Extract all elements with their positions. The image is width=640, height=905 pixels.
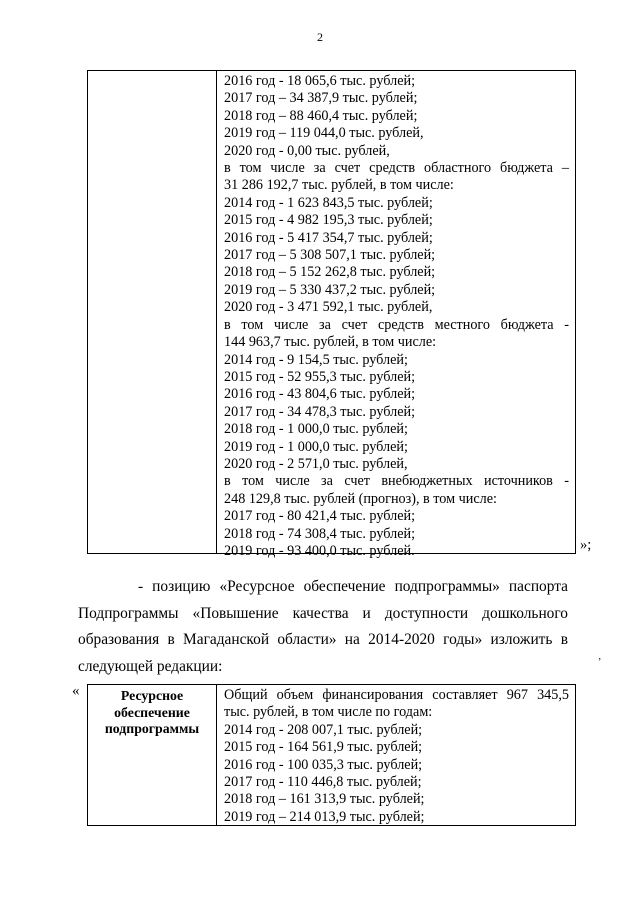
funding-table-continuation: [87, 70, 576, 559]
table-line: 248 129,8 тыс. рублей (прогноз), в том числе:: [224, 490, 497, 507]
margin-mark: ’: [598, 657, 602, 668]
table-line: 2014 год - 9 154,5 тыс. рублей;: [224, 351, 408, 368]
table-line: 2018 год – 88 460,4 тыс. рублей;: [224, 107, 418, 124]
table-line: в том числе за счет средств местного бюджета -: [224, 316, 569, 333]
table-line: 2019 год - 1 000,0 тыс. рублей;: [224, 438, 408, 455]
closing-quote: »;: [580, 537, 592, 553]
table-line: 2015 год - 164 561,9 тыс. рублей;: [224, 739, 423, 756]
table-line: 2019 год – 5 330 437,2 тыс. рублей;: [224, 281, 436, 298]
table-value-cell: [218, 71, 575, 560]
table-line: 2019 год – 119 044,0 тыс. рублей,: [224, 125, 424, 142]
resource-provision-table: [87, 684, 576, 826]
paragraph-line: следующей редакции:: [78, 657, 223, 675]
resource-provision-label: [88, 685, 217, 825]
table-line: 2015 год - 4 982 195,3 тыс. рублей;: [224, 212, 433, 229]
label-line: подпрограммы: [104, 721, 200, 737]
table-line: 2017 год - 110 446,8 тыс. рублей;: [224, 774, 422, 791]
table-line: 2018 год – 5 152 262,8 тыс. рублей;: [224, 264, 436, 281]
page-number: 2: [317, 30, 323, 44]
label-line: обеспечение: [114, 704, 190, 720]
table-line: 2017 год – 34 387,9 тыс. рублей;: [224, 90, 418, 107]
table-label-cell: [88, 71, 217, 553]
table-line: 2020 год - 2 571,0 тыс. рублей,: [224, 455, 408, 472]
table-line: Общий объем финансирования составляет 967 345,5: [224, 687, 569, 703]
table-line: 2019 год - 93 400,0 тыс. рублей.: [224, 542, 415, 559]
table-line: 2016 год - 5 417 354,7 тыс. рублей;: [224, 229, 433, 246]
paragraph-line: Подпрограммы «Повышение качества и доступности дошкольного: [78, 604, 568, 622]
table-line: 2019 год – 214 013,9 тыс. рублей;: [224, 808, 425, 825]
table-line: 2018 год - 1 000,0 тыс. рублей;: [224, 421, 408, 438]
table-line: 2018 год – 161 313,9 тыс. рублей;: [224, 791, 425, 808]
paragraph-line: - позицию «Ресурсное обеспечение подпрограммы» паспорта: [138, 578, 568, 595]
table-line: 2015 год - 52 955,3 тыс. рублей;: [224, 368, 416, 385]
table-line: 144 963,7 тыс. рублей, в том числе:: [224, 334, 437, 351]
table-line: в том числе за счет внебюджетных источников -: [224, 473, 569, 490]
table-line: 2016 год - 18 065,6 тыс. рублей;: [224, 73, 416, 89]
table-line: 2017 год - 34 478,3 тыс. рублей;: [224, 403, 416, 420]
opening-quote: «: [72, 683, 80, 699]
table-line: 2018 год - 74 308,4 тыс. рублей;: [224, 525, 416, 542]
table-line: 2017 год - 80 421,4 тыс. рублей;: [224, 508, 416, 525]
table-line: 2020 год - 0,00 тыс. рублей,: [224, 142, 390, 159]
table-line: 2016 год - 100 035,3 тыс. рублей;: [224, 756, 423, 773]
resource-provision-values: [218, 685, 575, 826]
table-line: 2014 год - 208 007,1 тыс. рублей;: [224, 721, 423, 738]
table-line: 2014 год - 1 623 843,5 тыс. рублей;: [224, 194, 433, 211]
label-line: Ресурсное: [120, 688, 184, 703]
instruction-paragraph: [78, 574, 568, 680]
table-line: тыс. рублей, в том числе по годам:: [224, 704, 433, 721]
table-line: 2020 год - 3 471 592,1 тыс. рублей,: [224, 299, 433, 316]
table-line: 2017 год – 5 308 507,1 тыс. рублей;: [224, 247, 436, 264]
table-line: 2016 год - 43 804,6 тыс. рублей;: [224, 386, 416, 403]
paragraph-line: образования в Магаданской области» на 2014-2020 годы» изложить в: [78, 631, 568, 648]
table-line: 31 286 192,7 тыс. рублей, в том числе:: [224, 177, 454, 194]
table-line: в том числе за счет средств областного бюджета –: [224, 160, 569, 177]
